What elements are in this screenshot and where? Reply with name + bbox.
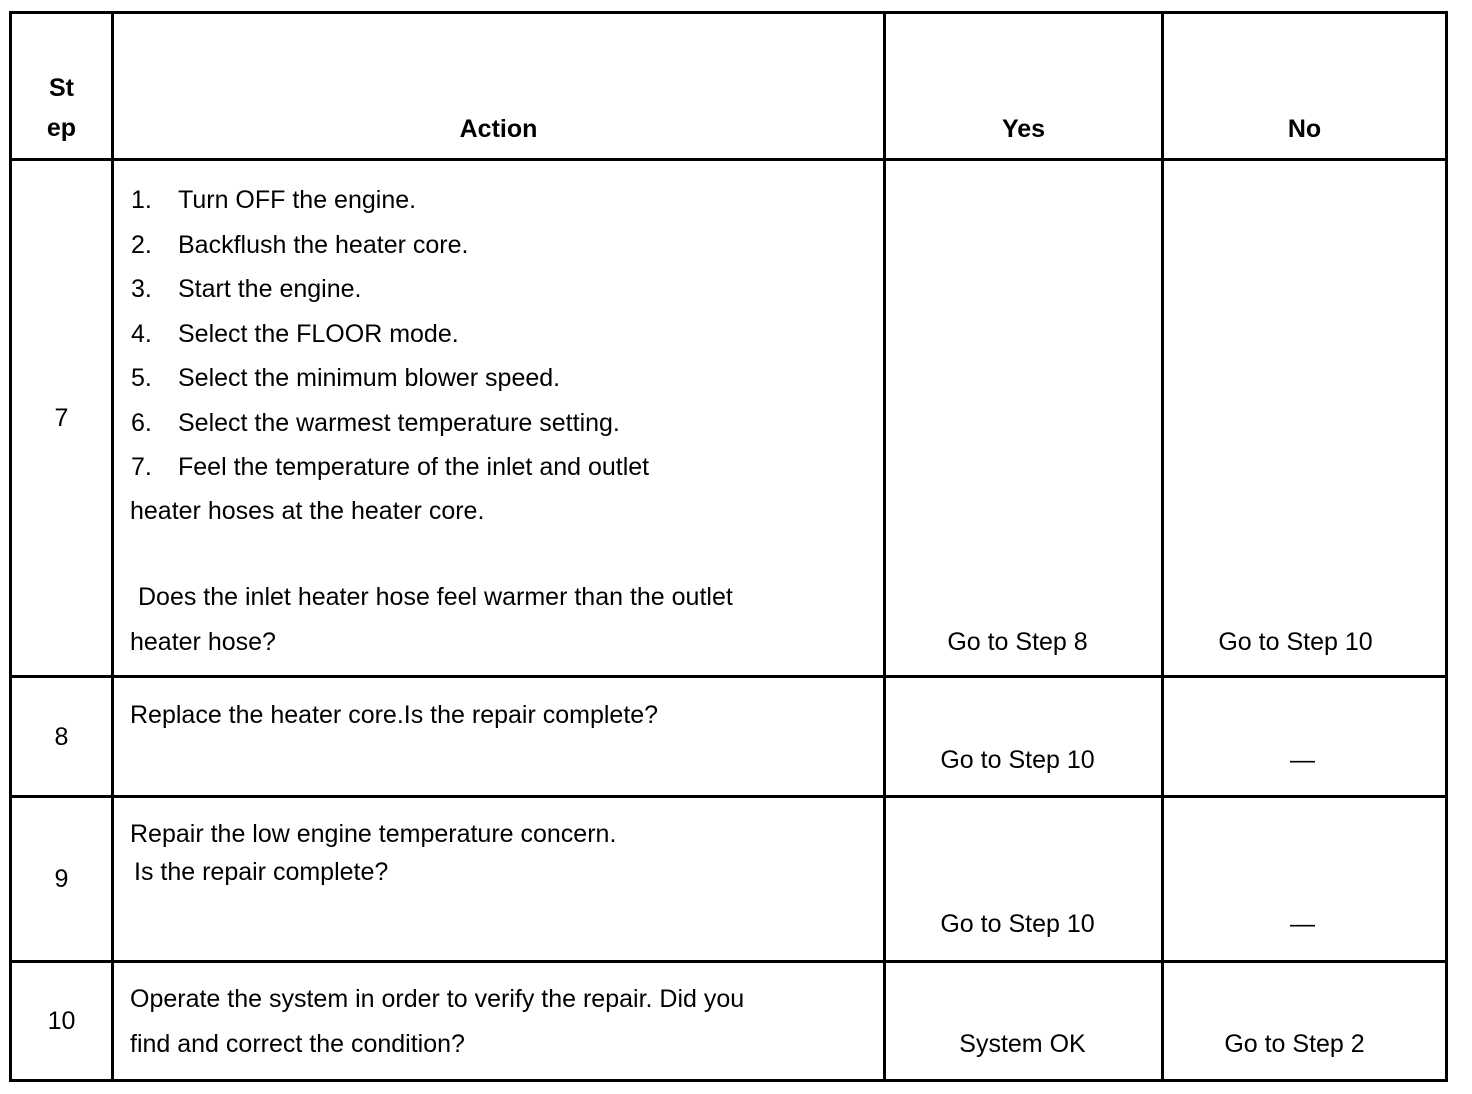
yes-value: Go to Step 10 [940, 746, 1095, 774]
no-cell [1163, 677, 1447, 797]
list-item-text: Backflush the heater core. [178, 230, 469, 259]
step-number: 7 [54, 404, 69, 432]
action-cell [113, 962, 885, 1081]
step-cell [11, 160, 113, 677]
yes-value: System OK [959, 1030, 1086, 1058]
step-number: 10 [47, 1007, 76, 1035]
table-header-row [11, 13, 1447, 160]
list-item-text: Start the engine. [178, 275, 362, 303]
list-item-number: 4. [131, 319, 152, 348]
no-value: Go to Step 10 [1218, 628, 1373, 656]
yes-cell [885, 677, 1163, 797]
action-line-1: Repair the low engine temperature concern. [130, 820, 617, 848]
table-row [11, 160, 1447, 677]
list-item-text: Feel the temperature of the inlet and outlet [178, 453, 650, 481]
yes-value: Go to Step 8 [947, 628, 1088, 656]
action-line-1: Operate the system in order to verify the repair. Did you [130, 985, 745, 1013]
header-action-label: Action [459, 115, 538, 143]
no-cell [1163, 160, 1447, 677]
no-value: — [1290, 746, 1315, 774]
action-continuation: heater hoses at the heater core. [130, 497, 485, 525]
list-item-number: 3. [131, 275, 152, 303]
action-cell [113, 160, 885, 677]
list-item-number: 5. [131, 364, 152, 392]
action-cell [113, 797, 885, 962]
list-item-text: Select the minimum blower speed. [178, 364, 561, 392]
list-item-number: 7. [131, 453, 152, 481]
list-item-number: 6. [131, 408, 152, 437]
list-item-number: 2. [131, 230, 152, 259]
yes-cell [885, 797, 1163, 962]
question-line-1: Does the inlet heater hose feel warmer than the outlet [138, 583, 733, 611]
list-item [131, 178, 873, 223]
yes-value: Go to Step 10 [940, 910, 1095, 938]
action-cell [113, 677, 885, 797]
diagnostic-table [9, 11, 1448, 1082]
header-step [11, 13, 113, 160]
list-item-number: 1. [131, 186, 152, 214]
list-item [131, 223, 873, 268]
action-steps-list [131, 178, 873, 490]
table-row [11, 677, 1447, 797]
step-cell [11, 962, 113, 1081]
list-item [131, 267, 873, 312]
step-cell [11, 797, 113, 962]
step-cell [11, 677, 113, 797]
header-step-line2: ep [46, 114, 77, 142]
question-line-2: heater hose? [130, 628, 276, 656]
list-item-text: Select the FLOOR mode. [178, 319, 459, 348]
yes-cell [885, 962, 1163, 1081]
header-yes-label: Yes [1001, 115, 1046, 143]
header-yes [885, 13, 1163, 160]
action-line-2: Is the repair complete? [134, 858, 389, 886]
table-row [11, 962, 1447, 1081]
header-action [113, 13, 885, 160]
list-item-text: Select the warmest temperature setting. [178, 408, 620, 437]
yes-cell [885, 160, 1163, 677]
no-cell [1163, 962, 1447, 1081]
table-row [11, 797, 1447, 962]
no-cell [1163, 797, 1447, 962]
list-item [131, 356, 873, 401]
no-value: Go to Step 2 [1224, 1030, 1365, 1058]
action-line-1: Replace the heater core.Is the repair complete? [130, 701, 659, 729]
header-step-line1: St [49, 74, 74, 102]
action-line-2: find and correct the condition? [130, 1030, 465, 1058]
header-no-label: No [1287, 115, 1322, 143]
list-item [131, 312, 873, 357]
header-no [1163, 13, 1447, 160]
list-item [131, 445, 873, 490]
list-item-text: Turn OFF the engine. [178, 186, 417, 214]
list-item [131, 401, 873, 446]
no-value: — [1290, 910, 1315, 938]
step-number: 8 [54, 723, 69, 751]
step-number: 9 [54, 865, 69, 893]
